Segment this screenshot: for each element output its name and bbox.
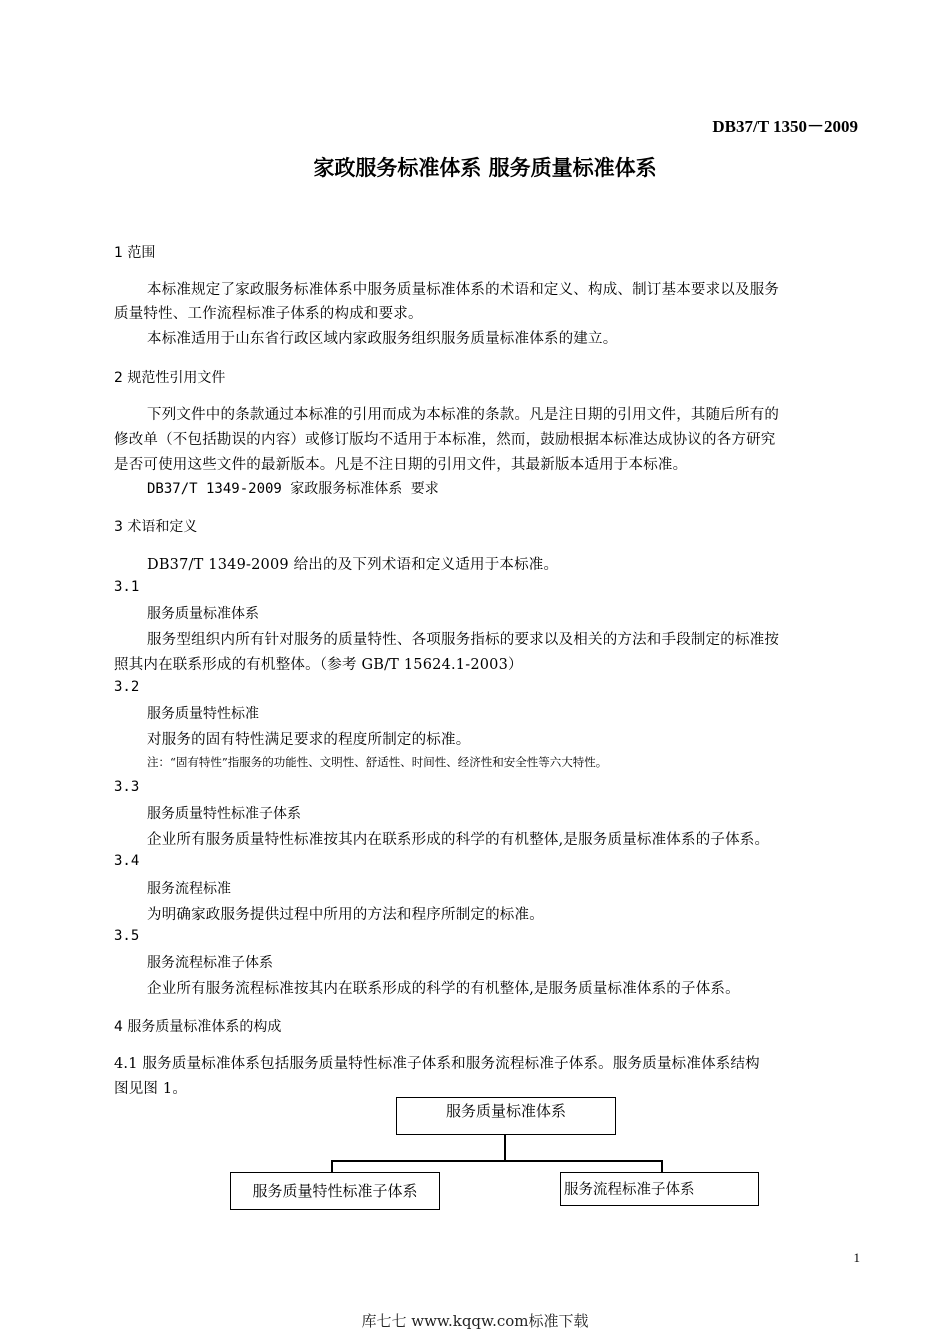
standard-code: DB37/T 1350－2009 [712,117,858,136]
section-1-paragraph-cont: 质量特性、工作流程标准子体系的构成和要求。 [114,306,423,322]
clause-4-1: 4.1 服务质量标准体系包括服务质量特性标准子体系和服务流程标准子体系。服务质量标准体系结构 [114,1056,760,1072]
term-3-3-definition: 企业所有服务质量特性标准按其内在联系形成的科学的有机整体,是服务质量标准体系的子体系。 [147,832,770,848]
diagram-connector-vertical [504,1135,506,1161]
term-3-4-definition: 为明确家政服务提供过程中所用的方法和程序所制定的标准。 [147,907,544,923]
diagram-root-box: 服务质量标准体系 [396,1097,616,1135]
term-3-3-title: 服务质量特性标准子体系 [147,806,301,822]
term-3-2-number: 3.2 [114,679,140,695]
diagram-connector-horizontal [331,1160,663,1162]
section-4-heading: 4 服务质量标准体系的构成 [114,1019,282,1035]
section-3-heading: 3 术语和定义 [114,519,198,535]
term-3-5-title: 服务流程标准子体系 [147,955,273,971]
term-3-1-title: 服务质量标准体系 [147,606,259,622]
normative-reference: DB37/T 1349-2009 家政服务标准体系 要求 [147,481,439,497]
term-3-1-definition-cont: 照其内在联系形成的有机整体。（参考 GB/T 15624.1-2003） [114,657,523,673]
term-3-4-number: 3.4 [114,853,140,869]
footer-watermark: 库七七 www.kqqw.com标准下载 [361,1312,589,1330]
section-2-paragraph-line2: 修改单（不包括勘误的内容）或修订版均不适用于本标准，然而，鼓励根据本标准达成协议的各方研究 [114,432,776,448]
diagram-left-box: 服务质量特性标准子体系 [230,1172,440,1210]
term-3-3-number: 3.3 [114,779,140,795]
section-1-paragraph: 本标准规定了家政服务标准体系中服务质量标准体系的术语和定义、构成、制订基本要求以及服务 [147,282,780,298]
term-3-2-title: 服务质量特性标准 [147,706,259,722]
section-2-paragraph-line3: 是否可使用这些文件的最新版本。凡是不注日期的引用文件，其最新版本适用于本标准。 [114,457,688,473]
term-3-5-definition: 企业所有服务流程标准按其内在联系形成的科学的有机整体,是服务质量标准体系的子体系。 [147,981,740,997]
section-1-paragraph-2: 本标准适用于山东省行政区域内家政服务组织服务质量标准体系的建立。 [147,331,618,347]
page-number: 1 [853,1250,860,1265]
diagram-connector-left [331,1160,333,1172]
document-title: 家政服务标准体系 服务质量标准体系 [313,156,657,180]
section-3-intro: DB37/T 1349-2009 给出的及下列术语和定义适用于本标准。 [147,557,559,573]
term-3-2-note: 注：“固有特性”指服务的功能性、文明性、舒适性、时间性、经济性和安全性等六大特性。 [147,755,608,769]
term-3-5-number: 3.5 [114,928,140,944]
diagram-right-box: 服务流程标准子体系 [560,1172,759,1206]
clause-4-1-cont: 图见图 1。 [114,1081,188,1097]
section-2-paragraph: 下列文件中的条款通过本标准的引用而成为本标准的条款。凡是注日期的引用文件，其随后所有的 [147,407,780,423]
term-3-1-number: 3.1 [114,579,140,595]
section-1-heading: 1 范围 [114,245,156,261]
term-3-1-definition: 服务型组织内所有针对服务的质量特性、各项服务指标的要求以及相关的方法和手段制定的标准按 [147,632,780,648]
term-3-2-definition: 对服务的固有特性满足要求的程度所制定的标准。 [147,732,471,748]
diagram-connector-right [661,1160,663,1172]
section-2-heading: 2 规范性引用文件 [114,370,226,386]
term-3-4-title: 服务流程标准 [147,881,231,897]
